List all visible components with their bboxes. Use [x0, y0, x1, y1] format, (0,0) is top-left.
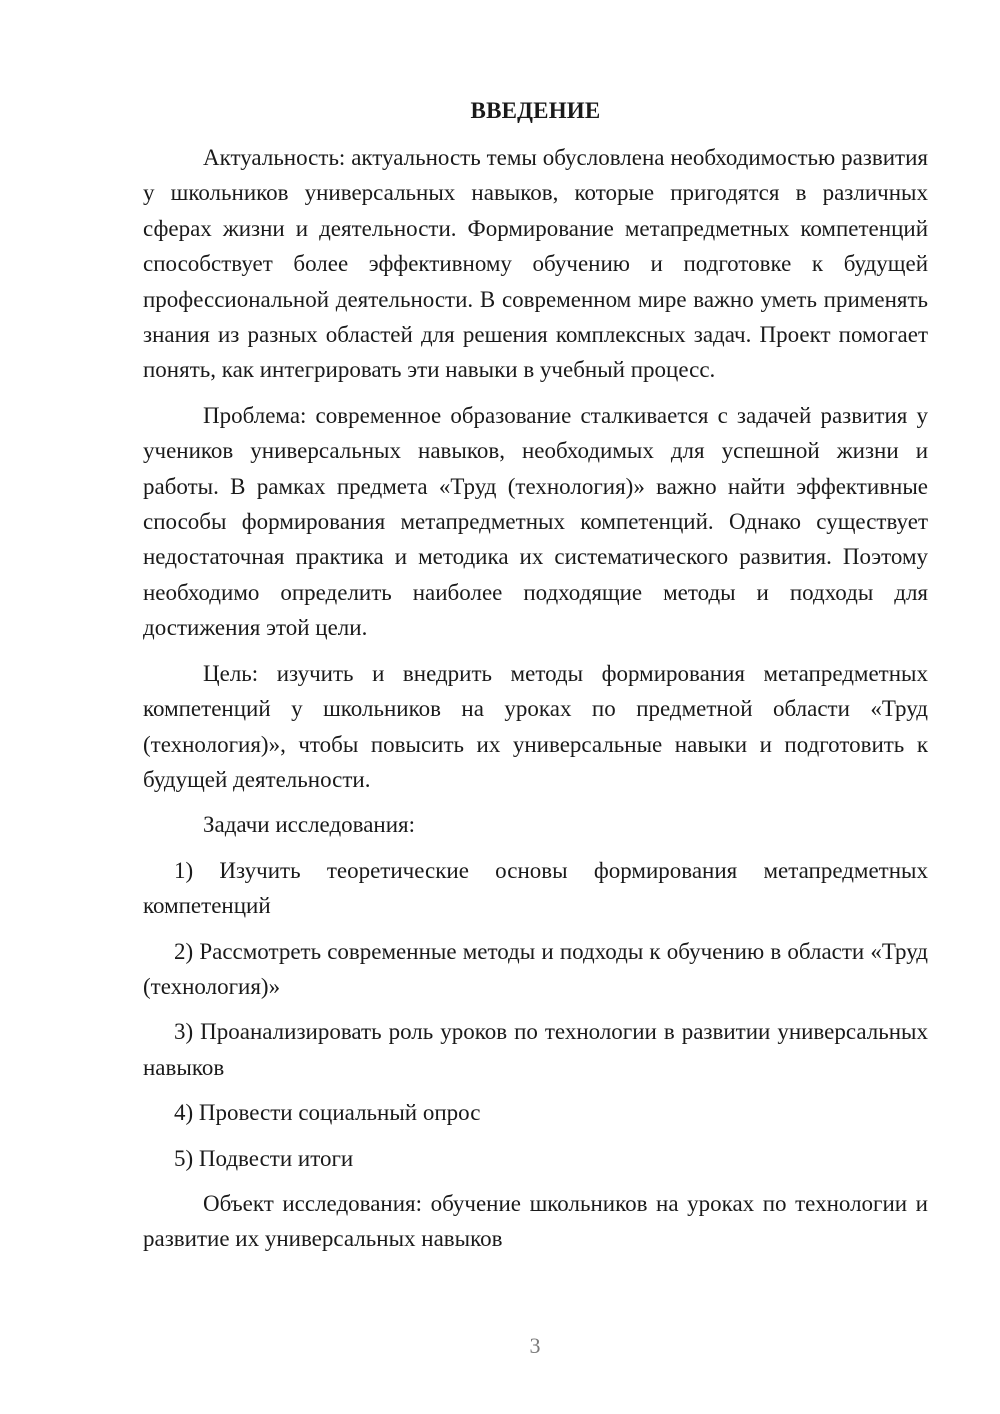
tasks-title: Задачи исследования:	[203, 812, 416, 838]
paragraph-relevance: Актуальность: актуальность темы обусловлена необходимостью развития у школьников универсальных навыков, которые пригодятся в различных сферах жизни и деятельности. Формирование метапредметных компетенций способствует более эффективному обучению и подготовке к будущей профессиональной деятельности. В современном мире важно уметь применять знания из разных областей для решения комплексных задач. Проект помогает понять, как интегрировать эти навыки в учебный процесс.	[143, 145, 928, 383]
page-content	[143, 92, 928, 1267]
task-item: 4) Провести социальный опрос	[174, 1100, 481, 1126]
task-item: 5) Подвести итоги	[174, 1145, 354, 1171]
page-heading: ВВЕДЕНИЕ	[470, 98, 601, 123]
paragraph-problem: Проблема: современное образование сталкивается с задачей развития у учеников универсальных навыков, необходимых для успешной жизни и работы. В рамках предмета «Труд (технология)» важно найти эффективные способы формирования метапредметных компетенций. Однако существует недостаточная практика и методика их систематического развития. Поэтому необходимо определить наиболее подходящие методы и подходы для достижения этой цели.	[143, 402, 928, 641]
task-item: 3) Проанализировать роль уроков по технологии в развитии универсальных навыков	[143, 1019, 928, 1080]
task-item: 2) Рассмотреть современные методы и подходы к обучению в области «Труд (технология)»	[143, 938, 928, 999]
page-number: 3	[529, 1333, 541, 1358]
paragraph-object: Объект исследования: обучение школьников на уроках по технологии и развитие их универсальных навыков	[143, 1190, 928, 1252]
task-item: 1) Изучить теоретические основы формирования метапредметных компетенций	[143, 857, 928, 919]
paragraph-goal: Цель: изучить и внедрить методы формирования метапредметных компетенций у школьников на уроках по предметной области «Труд (технология)», чтобы повысить их универсальные навыки и подготовить к будущей деятельности.	[143, 660, 928, 792]
